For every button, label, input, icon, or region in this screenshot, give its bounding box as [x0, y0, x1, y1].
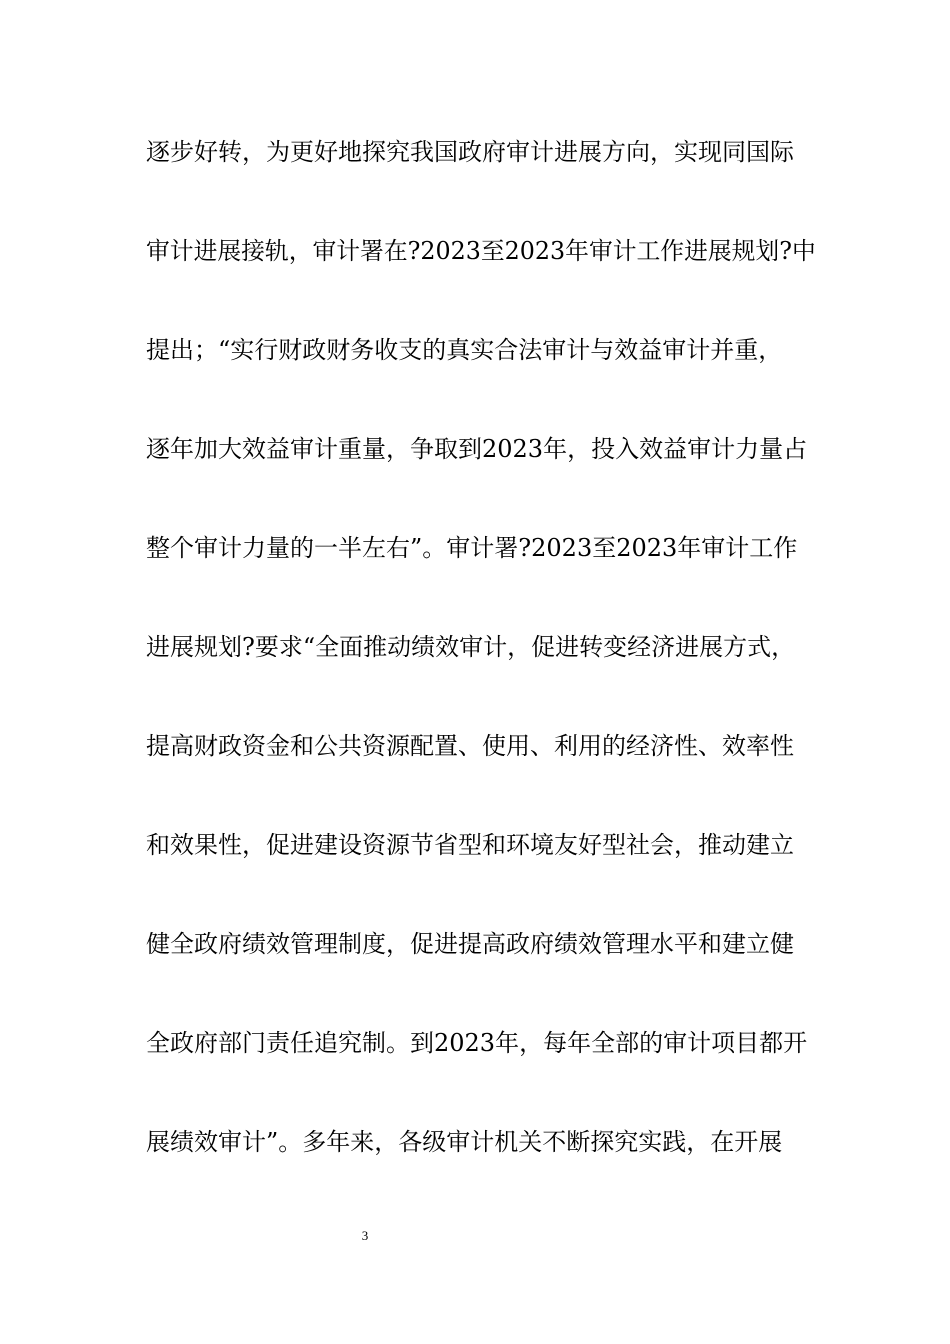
- text-line: 展绩效审计”。多年来，各级审计机关不断探究实践，在开展: [146, 1128, 783, 1156]
- text-line: 整个审计力量的一半左右”。审计署?2023至2023年审计工作: [146, 534, 798, 562]
- body-text: [146, 128, 816, 1217]
- text-line: 逐步好转，为更好地探究我国政府审计进展方向，实现同国际: [146, 138, 794, 166]
- text-line: 逐年加大效益审计重量，争取到2023年，投入效益审计力量占: [146, 435, 808, 463]
- text-line: 审计进展接轨，审计署在?2023至2023年审计工作进展规划?中: [146, 237, 816, 265]
- text-line: 健全政府绩效管理制度，促进提高政府绩效管理水平和建立健: [146, 930, 794, 958]
- text-line: 提高财政资金和公共资源配置、使用、利用的经济性、效率性: [146, 732, 794, 760]
- text-line: 提出；“实行财政财务收支的真实合法审计与效益审计并重，: [146, 336, 783, 364]
- text-line: 进展规划?要求“全面推动绩效审计，促进转变经济进展方式，: [146, 633, 796, 661]
- page-number: 3: [361, 1228, 369, 1243]
- text-line: 和效果性，促进建设资源节省型和环境友好型社会，推动建立: [146, 831, 794, 859]
- text-line: 全政府部门责任追究制。到2023年，每年全部的审计项目都开: [146, 1029, 808, 1057]
